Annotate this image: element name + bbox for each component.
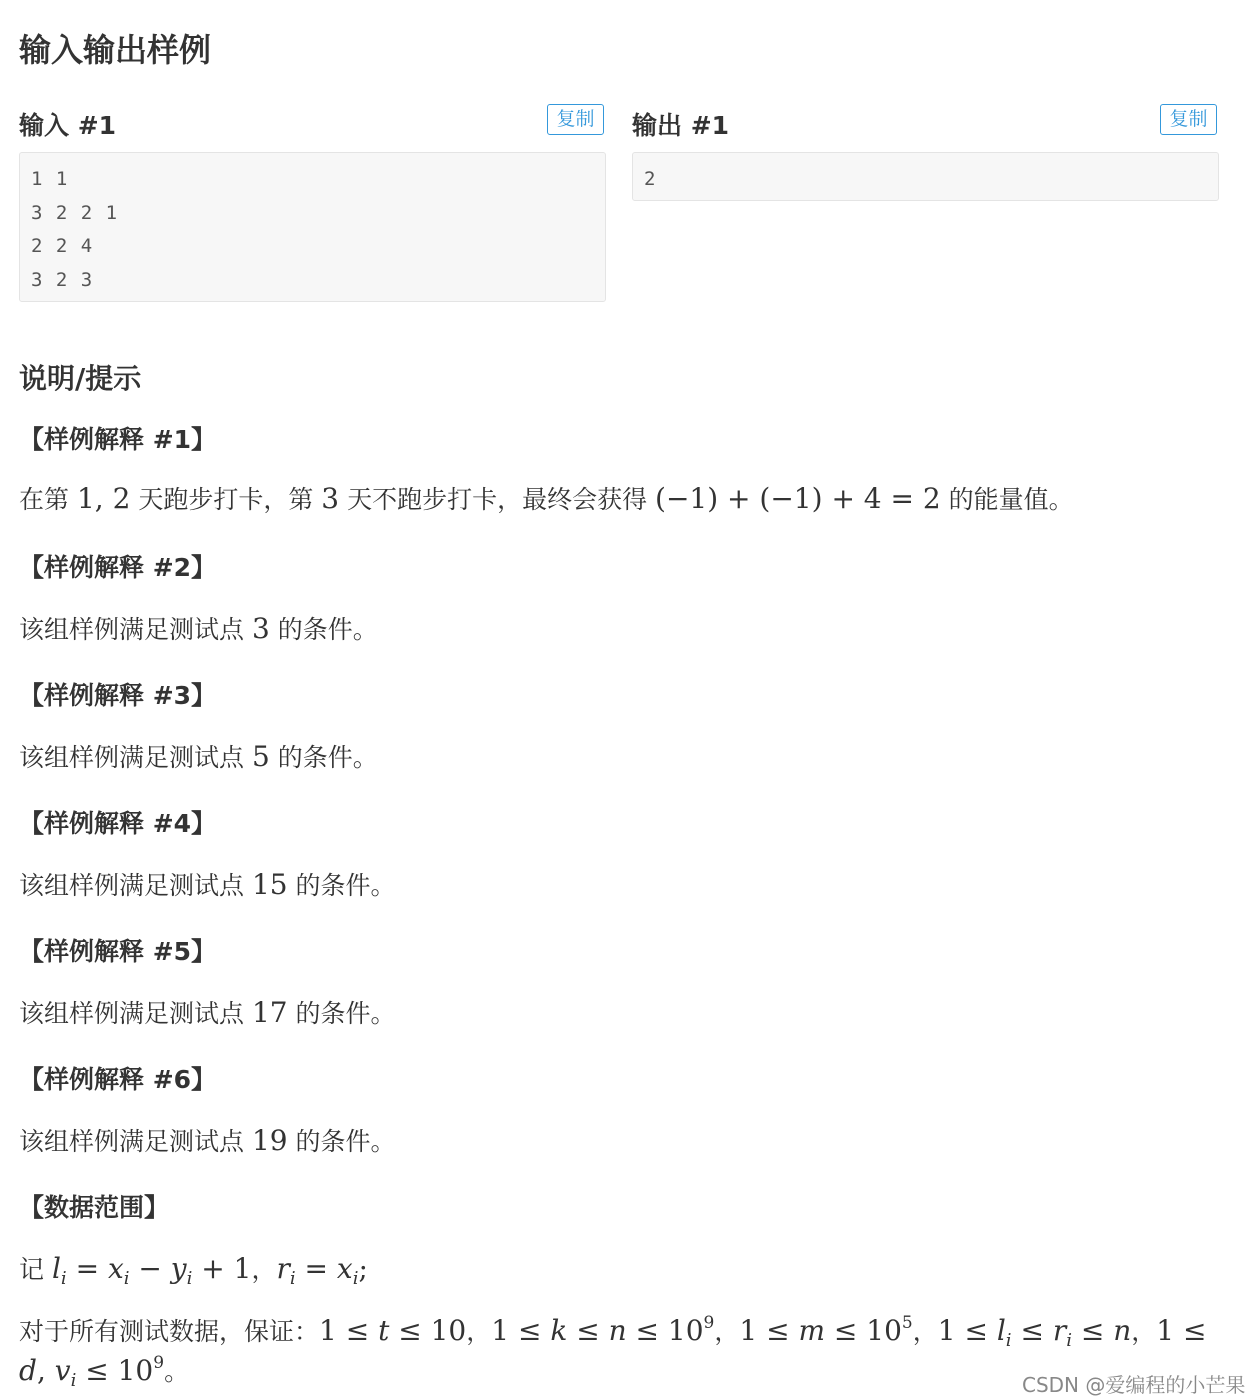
example-3-heading: 【样例解释 #3】 (19, 681, 217, 710)
math-op: 1 ≤ (1156, 1314, 1207, 1347)
math-sub: i (123, 1268, 130, 1289)
math-op: 1 ≤ (319, 1314, 379, 1347)
input-line: 3 2 3 (31, 268, 94, 291)
example-4-text (19, 866, 396, 902)
input-line: 3 2 2 1 (31, 201, 119, 224)
math-segment: 17 (251, 996, 288, 1029)
math-var: v (54, 1354, 71, 1387)
math-op: − (129, 1252, 171, 1285)
math-segment: 15 (251, 868, 288, 901)
math-segment: 19 (251, 1124, 288, 1157)
output-label: 输出 #1 (632, 111, 730, 140)
csdn-watermark: CSDN @爱编程的小芒果 (1022, 1373, 1246, 1397)
text-segment: 该组样例满足测试点 (19, 615, 252, 644)
math-segment: (−1) + (−1) + 4 = 2 (655, 482, 941, 515)
samples-title: 输入输出样例 (19, 31, 212, 69)
math-op: 1 ≤ (739, 1314, 799, 1347)
input-code-block[interactable] (19, 152, 606, 302)
text-segment: 天不跑步打卡，最终会获得 (339, 485, 656, 514)
math-op: ≤ 10 (389, 1314, 467, 1347)
input-line: 2 2 4 (31, 235, 94, 258)
math-op: 1 ≤ (937, 1314, 997, 1347)
math-op: ≤ 10 (825, 1314, 902, 1347)
math-op: ≤ (567, 1314, 609, 1347)
text-segment: 在第 (19, 485, 77, 514)
example-2-heading: 【样例解释 #2】 (19, 553, 217, 582)
math-var: x (107, 1252, 124, 1285)
math-var: r (276, 1252, 290, 1285)
example-1-text (19, 480, 1074, 516)
math-var: n (1113, 1314, 1132, 1347)
text-segment: 的条件。 (269, 743, 378, 772)
math-var: l (996, 1314, 1006, 1347)
math-op: ≤ 10 (626, 1314, 704, 1347)
example-5-heading: 【样例解释 #5】 (19, 937, 217, 966)
copy-input-button[interactable]: 复制 (547, 104, 604, 135)
example-4-heading: 【样例解释 #4】 (19, 809, 217, 838)
text-segment: 的条件。 (287, 871, 396, 900)
range-guarantee-line-2: d, $v_i \le 10^9$。 (19, 1353, 190, 1391)
input-label: 输入 #1 (19, 111, 117, 140)
text-segment: 的能量值。 (940, 485, 1074, 514)
example-2-text (19, 610, 378, 646)
text-segment: 的条件。 (287, 999, 396, 1028)
example-6-text (19, 1122, 396, 1158)
math-op: ≤ (1011, 1314, 1053, 1347)
math-var: d (19, 1354, 37, 1387)
math-sub: i (60, 1268, 67, 1289)
text-segment: ， (714, 1317, 740, 1346)
math-sub: i (289, 1268, 296, 1289)
hints-title: 说明/提示 (19, 362, 142, 395)
math-op: ≤ (1071, 1314, 1114, 1347)
example-6-heading: 【样例解释 #6】 (19, 1065, 217, 1094)
text-segment: ， (1131, 1317, 1157, 1346)
text-segment: 该组样例满足测试点 (19, 871, 252, 900)
math-sub: i (352, 1268, 359, 1289)
text-segment: 的条件。 (269, 615, 378, 644)
text-segment: 该组样例满足测试点 (19, 1127, 252, 1156)
math-sub: i (186, 1268, 193, 1289)
text-segment: 的条件。 (287, 1127, 396, 1156)
example-3-text (19, 738, 378, 774)
math-sub: i (1066, 1330, 1072, 1351)
math-var: m (798, 1314, 825, 1347)
input-line: 1 1 (31, 168, 69, 190)
copy-output-button[interactable]: 复制 (1160, 104, 1217, 135)
text-segment: ， (251, 1255, 277, 1284)
math-var: t (378, 1314, 390, 1347)
math-segment: 1, 2 (76, 482, 131, 515)
math-op: = (295, 1252, 337, 1285)
text-segment: 天跑步打卡，第 (130, 485, 322, 514)
math-op: ; (358, 1252, 368, 1285)
text-segment: 。 (164, 1357, 190, 1386)
math-var: n (608, 1314, 627, 1347)
math-var: k (550, 1314, 568, 1347)
example-5-text (19, 994, 396, 1030)
math-sub: i (1005, 1330, 1012, 1351)
math-sup: 9 (703, 1313, 715, 1333)
text-segment: ， (466, 1317, 492, 1346)
range-definition (19, 1250, 368, 1289)
math-sup: 9 (153, 1353, 165, 1373)
example-1-heading: 【样例解释 #1】 (19, 425, 217, 454)
math-op: ≤ 10 (76, 1354, 154, 1387)
output-line: 2 (644, 168, 657, 190)
text-segment: 对于所有测试数据，保证： (19, 1317, 320, 1346)
math-segment: 3 (321, 482, 340, 515)
text-segment: 记 (19, 1255, 52, 1284)
data-range-heading: 【数据范围】 (19, 1193, 170, 1222)
math-var: l (51, 1252, 61, 1285)
math-op: 1 ≤ (491, 1314, 551, 1347)
math-var: y (170, 1252, 187, 1285)
text-segment: 该组样例满足测试点 (19, 743, 252, 772)
math-var: r (1052, 1314, 1067, 1347)
math-op: = (66, 1252, 108, 1285)
range-guarantee-line-1 (19, 1312, 1206, 1351)
math-sup: 5 (901, 1313, 913, 1333)
math-sub: i (70, 1370, 77, 1391)
math-segment: 5 (251, 740, 270, 773)
output-code-block[interactable] (632, 152, 1219, 201)
math-var: x (336, 1252, 353, 1285)
text-segment: ， (912, 1317, 938, 1346)
math-segment: 3 (251, 612, 270, 645)
math-op: + 1 (192, 1252, 252, 1285)
text-segment: 该组样例满足测试点 (19, 999, 252, 1028)
